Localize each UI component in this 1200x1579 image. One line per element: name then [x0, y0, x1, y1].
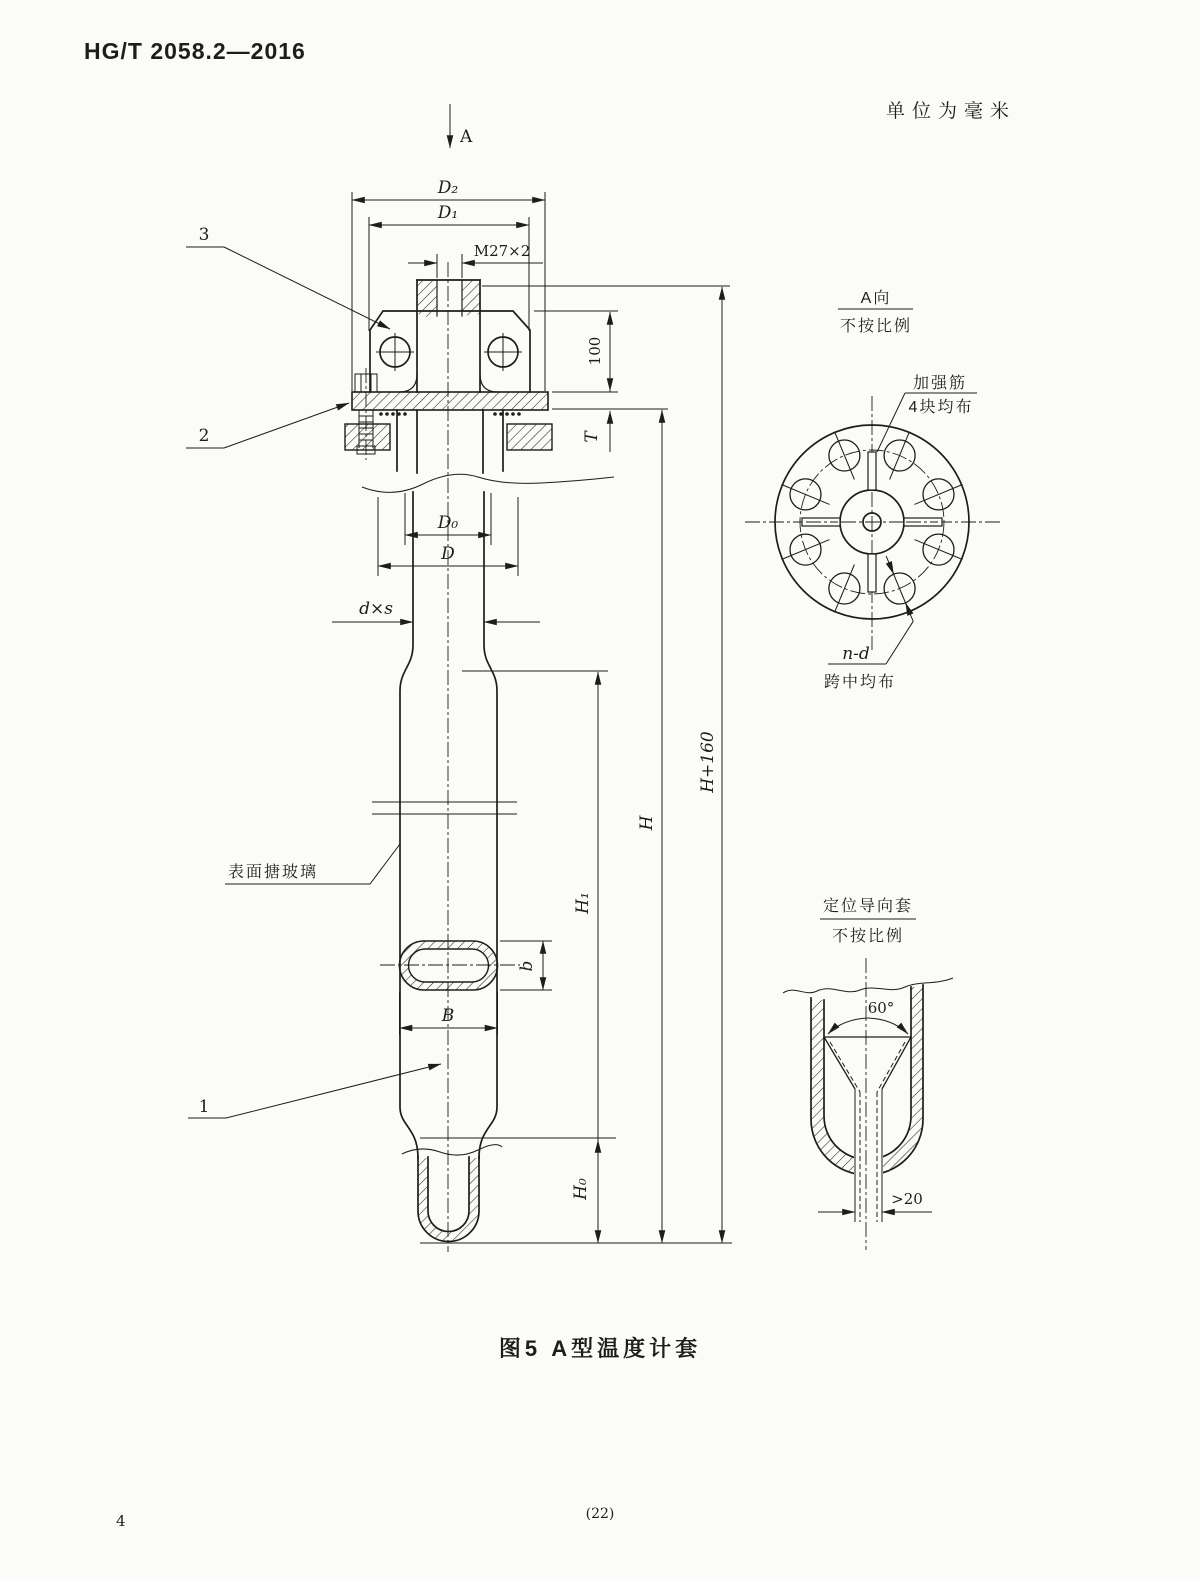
clamp-bolt	[355, 368, 377, 460]
dim-bcap-label: B	[441, 1006, 455, 1026]
nozzle-flange-right	[507, 424, 552, 450]
view-a-title: A向	[860, 290, 892, 307]
part-3-label: 3	[198, 225, 210, 245]
hatched-sections	[345, 280, 552, 450]
rib-note	[877, 374, 977, 452]
dim-t-label: T	[582, 431, 602, 443]
view-a	[745, 289, 1000, 691]
support-bracket	[370, 311, 530, 392]
mid-dimensions	[332, 493, 540, 622]
holes-note-line2: 跨中均布	[823, 674, 897, 691]
tube-mask	[854, 1085, 883, 1223]
part-2-label: 2	[198, 426, 210, 446]
angle-dimension	[828, 999, 908, 1034]
dim-thread-label: M27×2	[473, 242, 531, 260]
dim-dxs-label: d×s	[359, 599, 393, 619]
break-line-upper	[362, 474, 614, 492]
view-a-scale-note: 不按比例	[839, 318, 913, 335]
threaded-boss	[399, 280, 498, 392]
figure-caption: 图5 A型温度计套	[498, 1336, 702, 1361]
guide-sleeve-view	[783, 897, 953, 1250]
flange-plate	[352, 392, 548, 410]
thermowell-body	[362, 410, 614, 1158]
dim-d-label: D	[441, 544, 455, 564]
dim-d0-label: D₀	[437, 513, 459, 533]
standard-number: HG/T 2058.2—2016	[84, 38, 306, 64]
oval-opening	[400, 941, 498, 990]
dim-h-label: H	[637, 815, 657, 831]
dim-d1-label: D₁	[437, 203, 459, 223]
units-note: 单位为毫米	[886, 101, 1017, 122]
guide-scale-note: 不按比例	[831, 928, 905, 945]
rib-note-line2: 4块均布	[908, 399, 974, 416]
part-leaders	[186, 225, 441, 1118]
dim-b-label: b	[517, 960, 537, 972]
depth-label: >20	[891, 1190, 923, 1208]
dim-h160-label: H+160	[698, 731, 718, 793]
dim-h1-label: H₁	[573, 892, 593, 914]
height-dimensions	[420, 286, 732, 1243]
page-number: 4	[116, 1512, 126, 1530]
main-view	[186, 104, 732, 1252]
part-1-label: 1	[198, 1097, 210, 1117]
section-arrow	[450, 104, 473, 148]
surface-note-label: 表面搪玻璃	[228, 864, 319, 881]
dim-d2-label: D₂	[437, 178, 459, 198]
sleeve-break-line	[783, 978, 953, 993]
section-arrow-label: A	[460, 127, 473, 147]
guide-title: 定位导向套	[822, 898, 914, 915]
holes-note-line1: n-d	[842, 644, 870, 664]
angle-label: 60°	[867, 999, 895, 1017]
funnel	[824, 1037, 911, 1092]
right-small-dimensions	[534, 311, 668, 452]
dim-100-label: 100	[586, 336, 604, 366]
tip-section	[418, 1157, 479, 1241]
gasket-dots	[379, 412, 521, 416]
rib-note-line1: 加强筋	[912, 375, 968, 392]
dim-h0-label: H₀	[571, 1178, 591, 1200]
sheet-number: (22)	[585, 1506, 615, 1522]
